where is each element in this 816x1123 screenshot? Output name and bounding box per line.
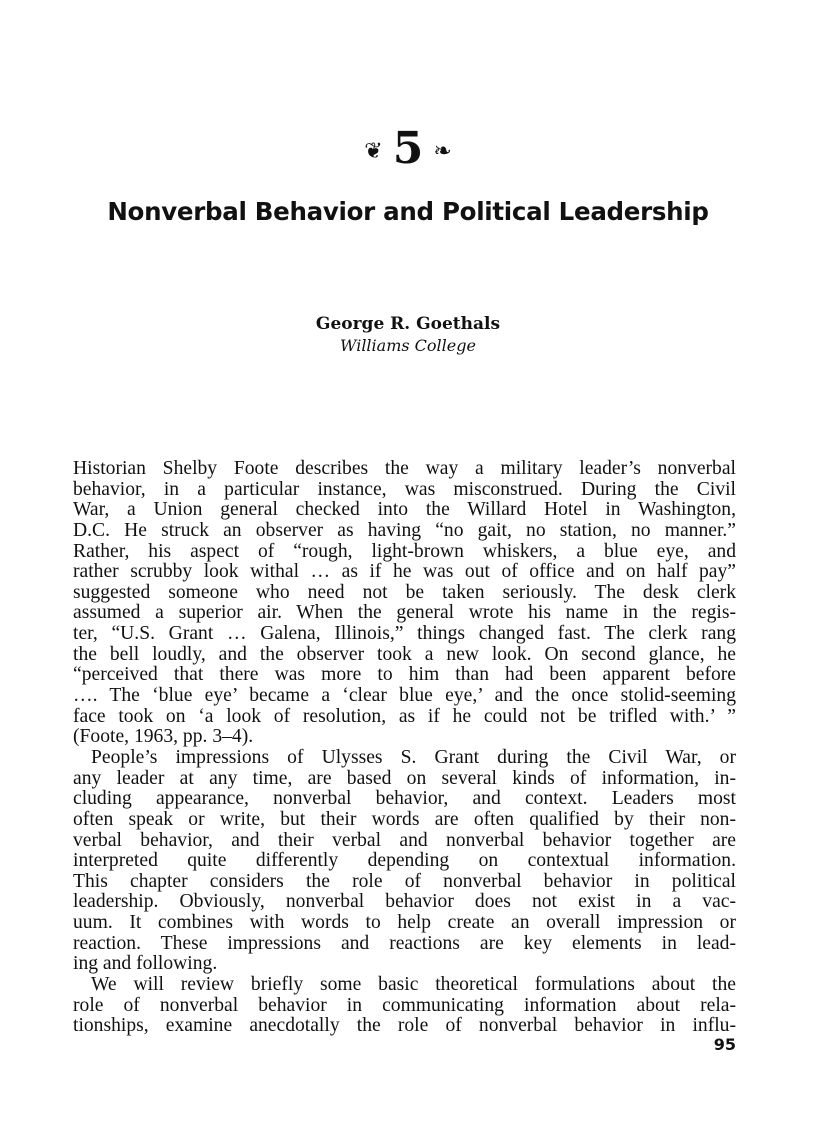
ornament-left-icon: ❦ (364, 138, 383, 164)
text-line: (Foote, 1963, pp. 3–4). (73, 726, 254, 748)
text-line: We will review briefly some basic theoretical formulations about the (91, 974, 736, 996)
text-line: Historian Shelby Foote describes the way a military leader’s nonverbal (73, 458, 736, 479)
text-line: Rather, his aspect of “rough, light-brown whiskers, a blue eye, and (73, 540, 736, 562)
page-number: 95 (713, 1035, 736, 1054)
text-line: “perceived that there was more to him than had been apparent before (73, 664, 736, 686)
author-affiliation: Williams College (340, 336, 476, 355)
text-line: role of nonverbal behavior in communicating information about rela- (73, 994, 736, 1016)
text-line: D.C. He struck an observer as having “no gait, no station, no manner.” (73, 519, 736, 541)
text-line: tionships, examine anecdotally the role of nonverbal behavior in influ- (73, 1015, 736, 1037)
text-line: cluding appearance, nonverbal behavior, and context. Leaders most (73, 788, 736, 810)
text-line: ing and following. (73, 953, 218, 975)
text-line: suggested someone who need not be taken seriously. The desk clerk (73, 581, 736, 603)
text-line: assumed a superior air. When the general wrote his name in the regis- (73, 602, 736, 624)
text-line: often speak or write, but their words are often qualified by their non- (73, 808, 736, 830)
text-line: leadership. Obviously, nonverbal behavior does not exist in a vac- (73, 891, 736, 913)
text-line: …. The ‘blue eye’ became a ‘clear blue eye,’ and the once stolid-seeming (73, 685, 736, 707)
chapter-number (0, 124, 816, 177)
chapter-title: Nonverbal Behavior and Political Leadership (107, 197, 709, 226)
text-line: interpreted quite differently depending on contextual information. (73, 850, 736, 872)
text-line: rather scrubby look withal … as if he was out of office and on half pay” (73, 561, 736, 583)
text-line: War, a Union general checked into the Willard Hotel in Washington, (73, 499, 736, 521)
text-line: any leader at any time, are based on several kinds of information, in- (73, 767, 736, 789)
text-line: the bell loudly, and the observer took a new look. On second glance, he (73, 643, 736, 665)
text-line: This chapter considers the role of nonverbal behavior in political (73, 870, 736, 892)
text-line: verbal behavior, and their verbal and nonverbal behavior together are (73, 829, 736, 851)
body-text (73, 459, 736, 1037)
text-line: behavior, in a particular instance, was misconstrued. During the Civil (73, 478, 736, 500)
text-line: face took on ‘a look of resolution, as if he could not be trifled with.’ ” (73, 705, 736, 727)
text-line: reaction. These impressions and reactions are key elements in lead- (73, 932, 736, 954)
text-line: ter, “U.S. Grant … Galena, Illinois,” things changed fast. The clerk rang (73, 623, 736, 645)
text-line: uum. It combines with words to help create an overall impression or (73, 912, 736, 934)
chapter-number-text: 5 (392, 123, 424, 174)
text-line: People’s impressions of Ulysses S. Grant during the Civil War, or (91, 746, 736, 768)
author-name: George R. Goethals (315, 314, 501, 334)
ornament-right-icon: ❧ (433, 138, 452, 164)
